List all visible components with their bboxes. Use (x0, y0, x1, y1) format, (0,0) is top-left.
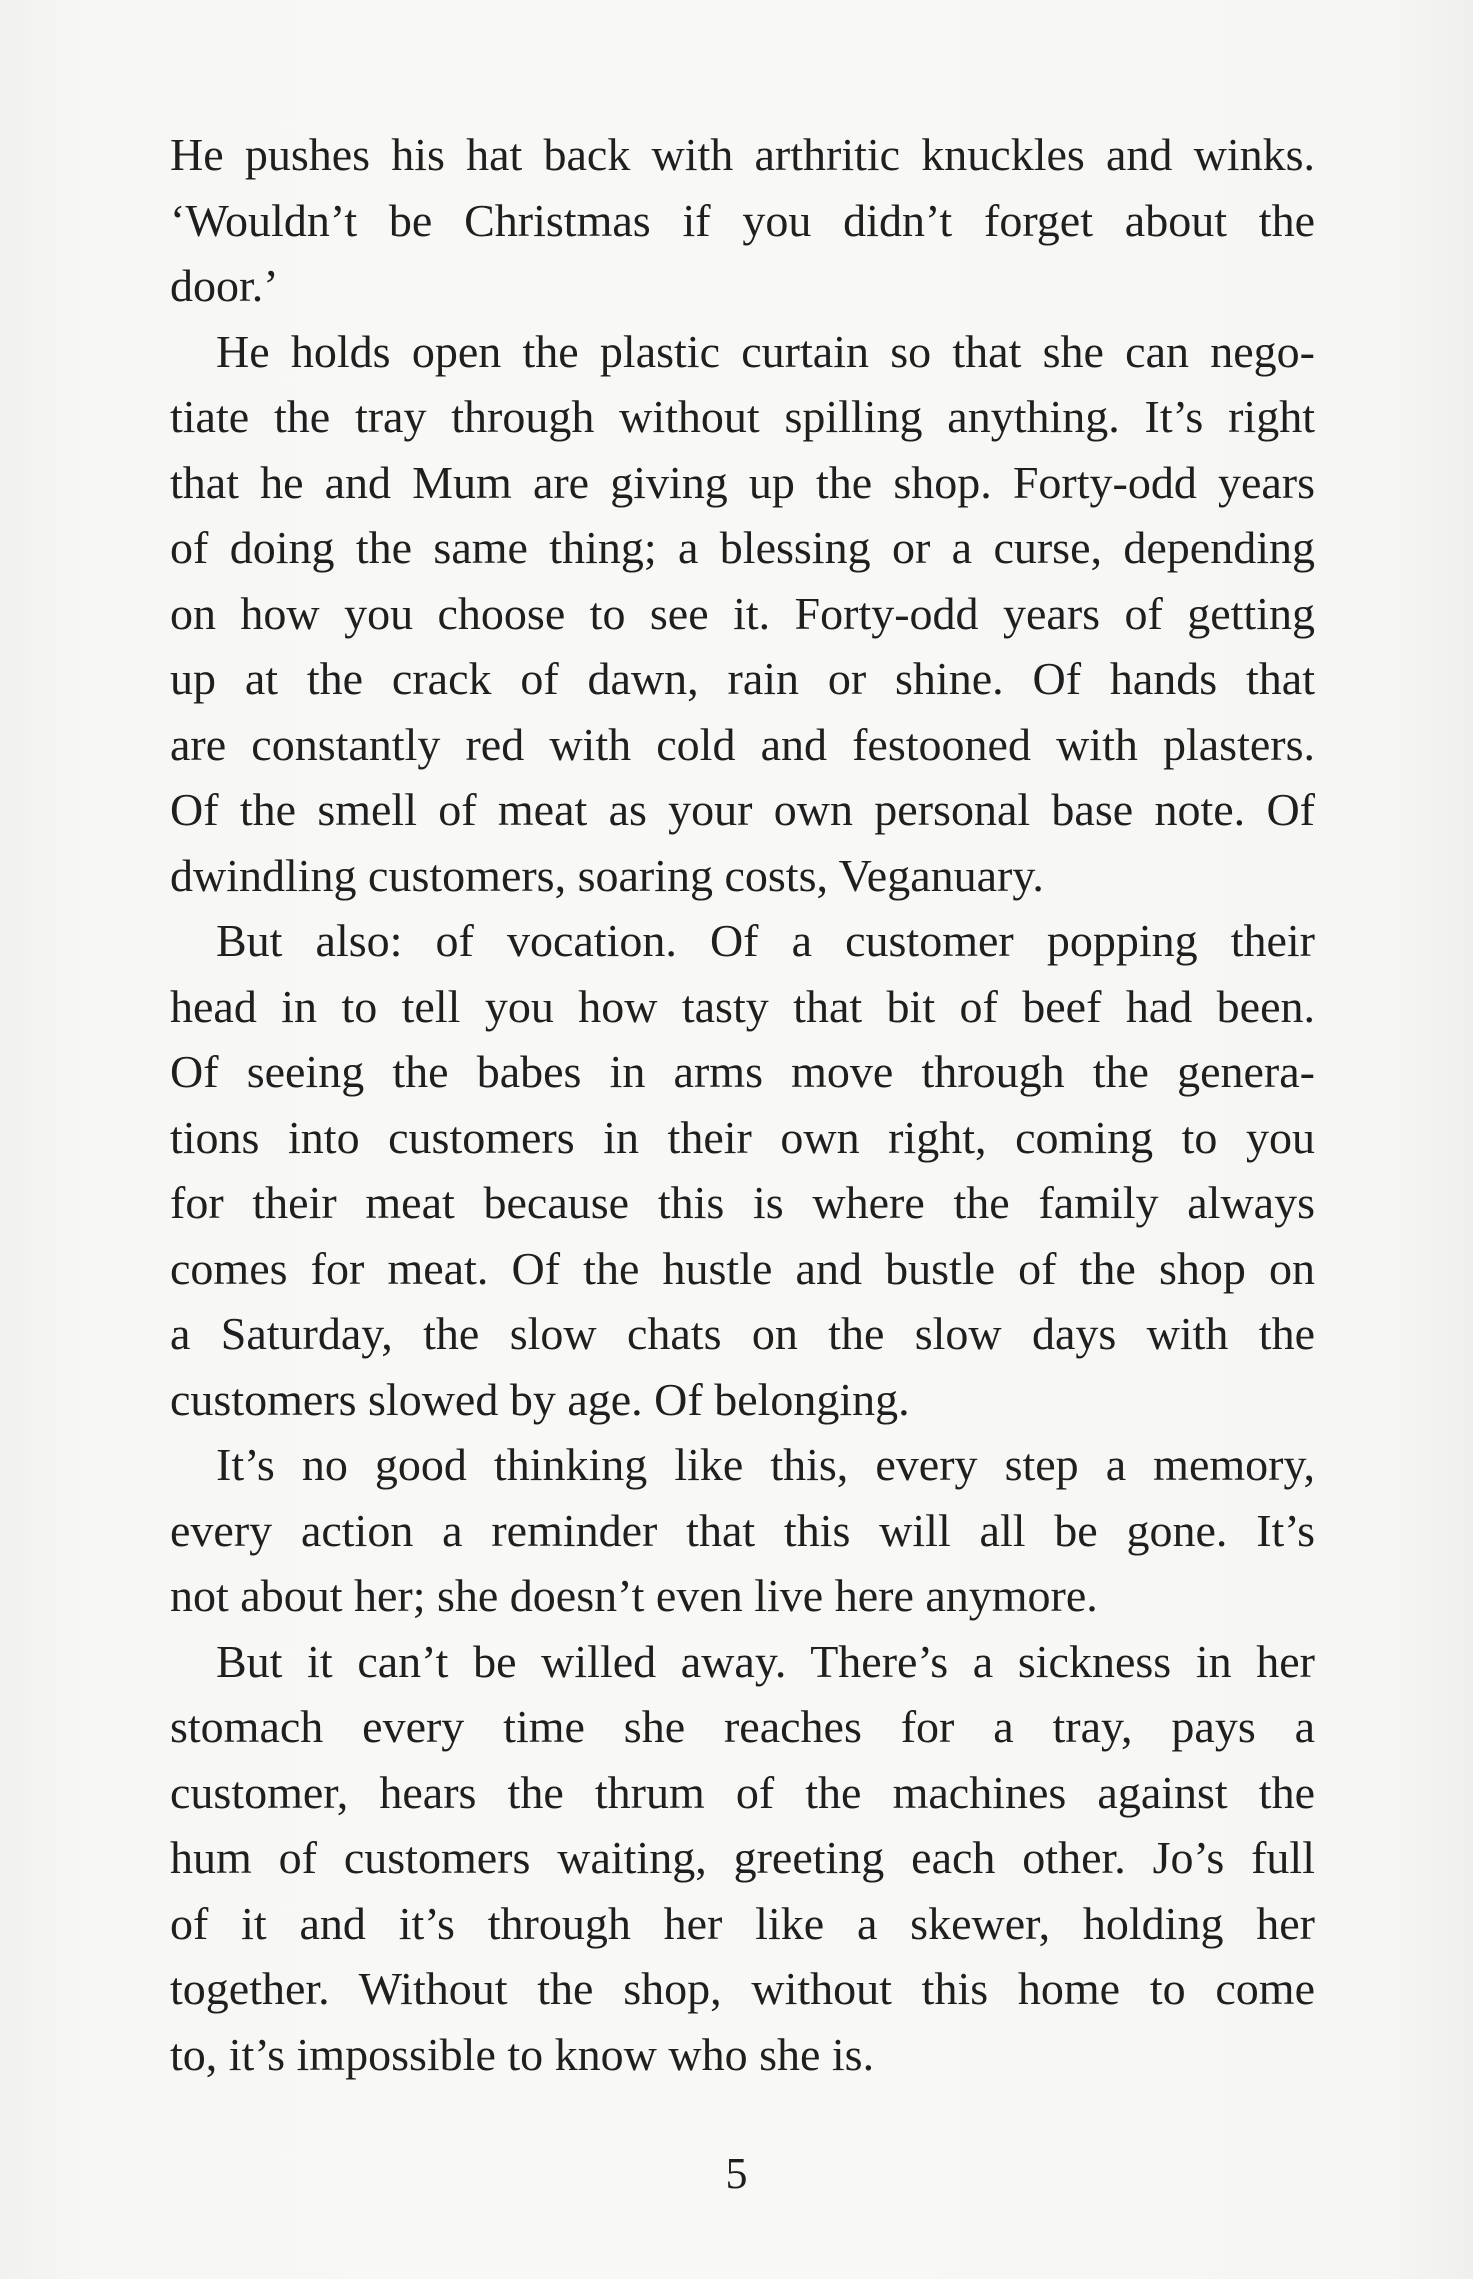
text-line: together. Without the shop, without this home to come (170, 1963, 1315, 2014)
body-text (170, 122, 1315, 2087)
text-line: tions into customers in their own right, coming to you (170, 1111, 1315, 1163)
text-line: tiate the tray through without spilling anything. It’s right (170, 391, 1315, 442)
paragraph-5 (170, 1629, 1315, 2088)
text-line: not about her; she doesn’t even live here anymore. (170, 1570, 1098, 1621)
text-line: Of the smell of meat as your own personal base note. Of (170, 784, 1315, 835)
text-line: door.’ (170, 260, 279, 311)
text-line: head in to tell you how tasty that bit of beef had been. (170, 980, 1315, 1032)
paragraph-1 (170, 122, 1315, 319)
text-line: hum of customers waiting, greeting each other. Jo’s full (170, 1832, 1315, 1883)
text-line: It’s no good thinking like this, every step a memory, (216, 1439, 1315, 1490)
text-line: But it can’t be willed away. There’s a sickness in her (216, 1635, 1315, 1687)
text-line: ‘Wouldn’t be Christmas if you didn’t forget about the (170, 194, 1315, 246)
text-line: up at the crack of dawn, rain or shine. Of hands that (170, 653, 1315, 704)
paragraph-3 (170, 908, 1315, 1432)
text-line: to, it’s impossible to know who she is. (170, 2028, 875, 2080)
text-line: He holds open the plastic curtain so that she can nego- (216, 325, 1315, 377)
text-line: Of seeing the babes in arms move through the genera- (170, 1046, 1315, 1097)
text-line: every action a reminder that this will all be gone. It’s (170, 1504, 1315, 1556)
text-line: for their meat because this is where the family always (170, 1177, 1315, 1228)
text-line: dwindling customers, soaring costs, Veganuary. (170, 849, 1044, 901)
text-line: of it and it’s through her like a skewer, holding her (170, 1897, 1315, 1949)
text-line: that he and Mum are giving up the shop. Forty-odd years (170, 456, 1315, 508)
text-line: customers slowed by age. Of belonging. (170, 1373, 910, 1425)
text-line: He pushes his hat back with arthritic knuckles and winks. (170, 129, 1315, 180)
text-line: a Saturday, the slow chats on the slow days with the (170, 1308, 1315, 1359)
text-line: comes for meat. Of the hustle and bustle of the shop on (170, 1242, 1315, 1294)
text-line: on how you choose to see it. Forty-odd years of getting (170, 587, 1315, 639)
text-line: customer, hears the thrum of the machines against the (170, 1766, 1315, 1818)
paragraph-2 (170, 319, 1315, 909)
text-line: are constantly red with cold and festooned with plasters. (170, 718, 1315, 770)
page-number: 5 (725, 2149, 748, 2198)
text-line: But also: of vocation. Of a customer popping their (216, 915, 1315, 966)
text-line: of doing the same thing; a blessing or a curse, depending (170, 522, 1315, 573)
paragraph-4 (170, 1432, 1315, 1629)
text-line: stomach every time she reaches for a tray, pays a (170, 1701, 1315, 1752)
